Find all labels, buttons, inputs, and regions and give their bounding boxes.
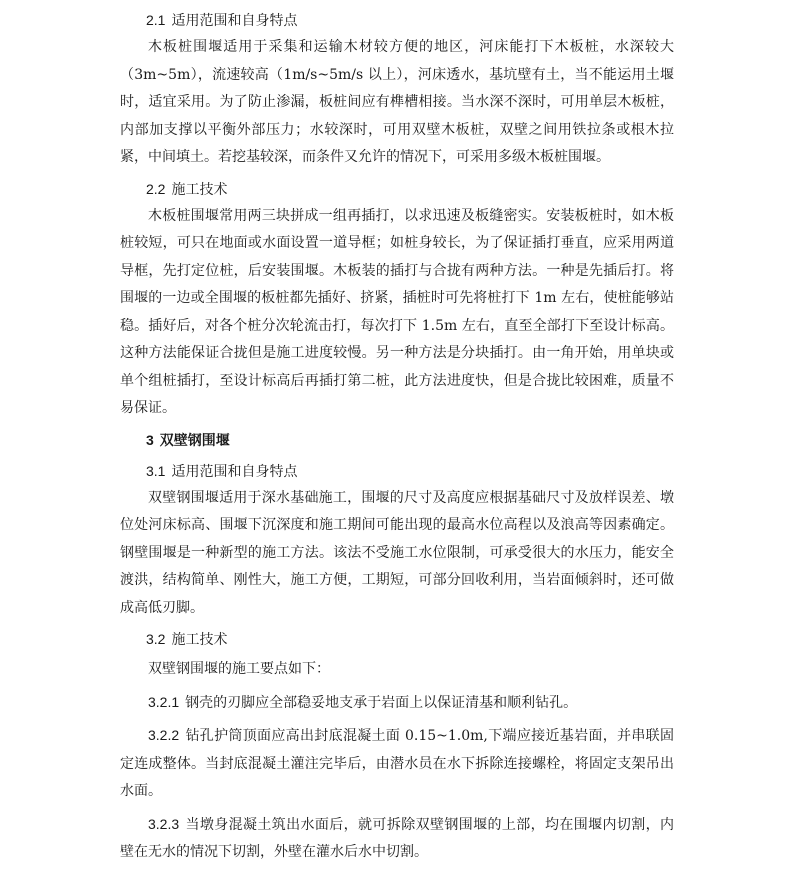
section-number: 3.1 (146, 462, 166, 479)
section-title: 适用范围和自身特点 (171, 463, 298, 480)
list-item-3-2-3 (120, 811, 674, 867)
paragraph-2-2: 木板桩围堰常用两三块拼成一组再插打，以求迅速及板缝密实。安装板桩时，如木板桩较短，可只在地面或水面设置一道导框；如桩身较长，为了保证插打垂直，应采用两道导框，先打定位桩，后安装围堰。木板装的插打与合拢有两种方法。一种是先插后打。将围堰的一边或全围堰的板桩都先插好、挤紧，插桩时可先将桩打下 1m 左右，使桩能够站稳。插好后，对各个桩分次轮流击打，每次打下 1.5m 左右，直至全部打下至设计标高。这种方法能保证合拢但是施工进度较慢。另一种方法是分块插打。由一角开始，用单块或单个组桩插打，至设计标高后再插打第二桩，此方法进度快，但是合拢比较困难，质量不易保证。 (120, 207, 674, 416)
item-number: 3.2.1 (148, 693, 180, 710)
list-item-3-2-1 (120, 689, 674, 718)
item-number: 3.2.3 (148, 815, 180, 832)
section-title: 施工技术 (171, 632, 228, 648)
section-heading-2-1 (120, 6, 674, 34)
section-heading-2-2 (120, 175, 674, 203)
document-body (120, 6, 674, 867)
item-number: 3.2.2 (148, 727, 180, 743)
paragraph-2-1: 木板桩围堰适用于采集和运输木材较方便的地区，河床能打下木板桩，水深较大（3m~5m），流速较高（1m/s~5m/s 以上），河床透水，基坑壁有土，当不能运用土堰时，适宜采用。为了防止渗漏，板桩间应有榫槽相接。当水深不深时，可用单层木板桩，内部加支撑以平衡外部压力；水较深时，可用双壁木板桩，双壁之间用铁拉条或根木拉紧，中间填土。若挖基较深，而条件又允许的情况下，可采用多级木板桩围堰。 (120, 39, 674, 165)
section-number: 2.1 (146, 12, 166, 28)
paragraph-3-1: 双壁钢围堰适用于深水基础施工，围堰的尺寸及高度应根据基础尺寸及放样误差、墩位处河床标高、围堰下沉深度和施工期间可能出现的最高水位高程以及浪高等因素确定。钢壁围堰是一种新型的施工方法。该法不受施工水位限制，可承受很大的水压力，能安全渡洪，结构简单、刚性大，施工方便，工期短，可部分回收利用，当岩面倾斜时，还可做成高低刃脚。 (120, 489, 674, 616)
paragraph-3-2-intro: 双壁钢围堰的施工要点如下： (148, 661, 330, 677)
section-title: 双壁钢围堰 (159, 432, 230, 449)
section-heading-3-2 (120, 625, 674, 653)
section-title: 施工技术 (171, 181, 228, 198)
section-number: 3.2 (146, 631, 166, 647)
section-heading-3-1 (120, 457, 674, 485)
section-title: 适用范围和自身特点 (171, 13, 298, 29)
item-text: 钢壳的刃脚应全部稳妥地支承于岩面上以保证清基和顺利钻孔。 (185, 694, 578, 711)
section-heading-3 (120, 426, 674, 454)
section-number: 3 (146, 431, 154, 448)
item-text: 钻孔护筒顶面应高出封底混凝土面 0.15~1.0m,下端应接近基岩面，并串联固定连成整体。当封底混凝土灌注完毕后，由潜水员在水下拆除连接螺栓，将固定支架吊出水面。 (120, 728, 674, 799)
item-text: 当墩身混凝土筑出水面后，就可拆除双壁钢围堰的上部，均在围堰内切割，内壁在无水的情况下切割，外壁在灌水后水中切割。 (120, 816, 674, 860)
section-number: 2.2 (146, 180, 166, 197)
list-item-3-2-2 (120, 722, 674, 806)
